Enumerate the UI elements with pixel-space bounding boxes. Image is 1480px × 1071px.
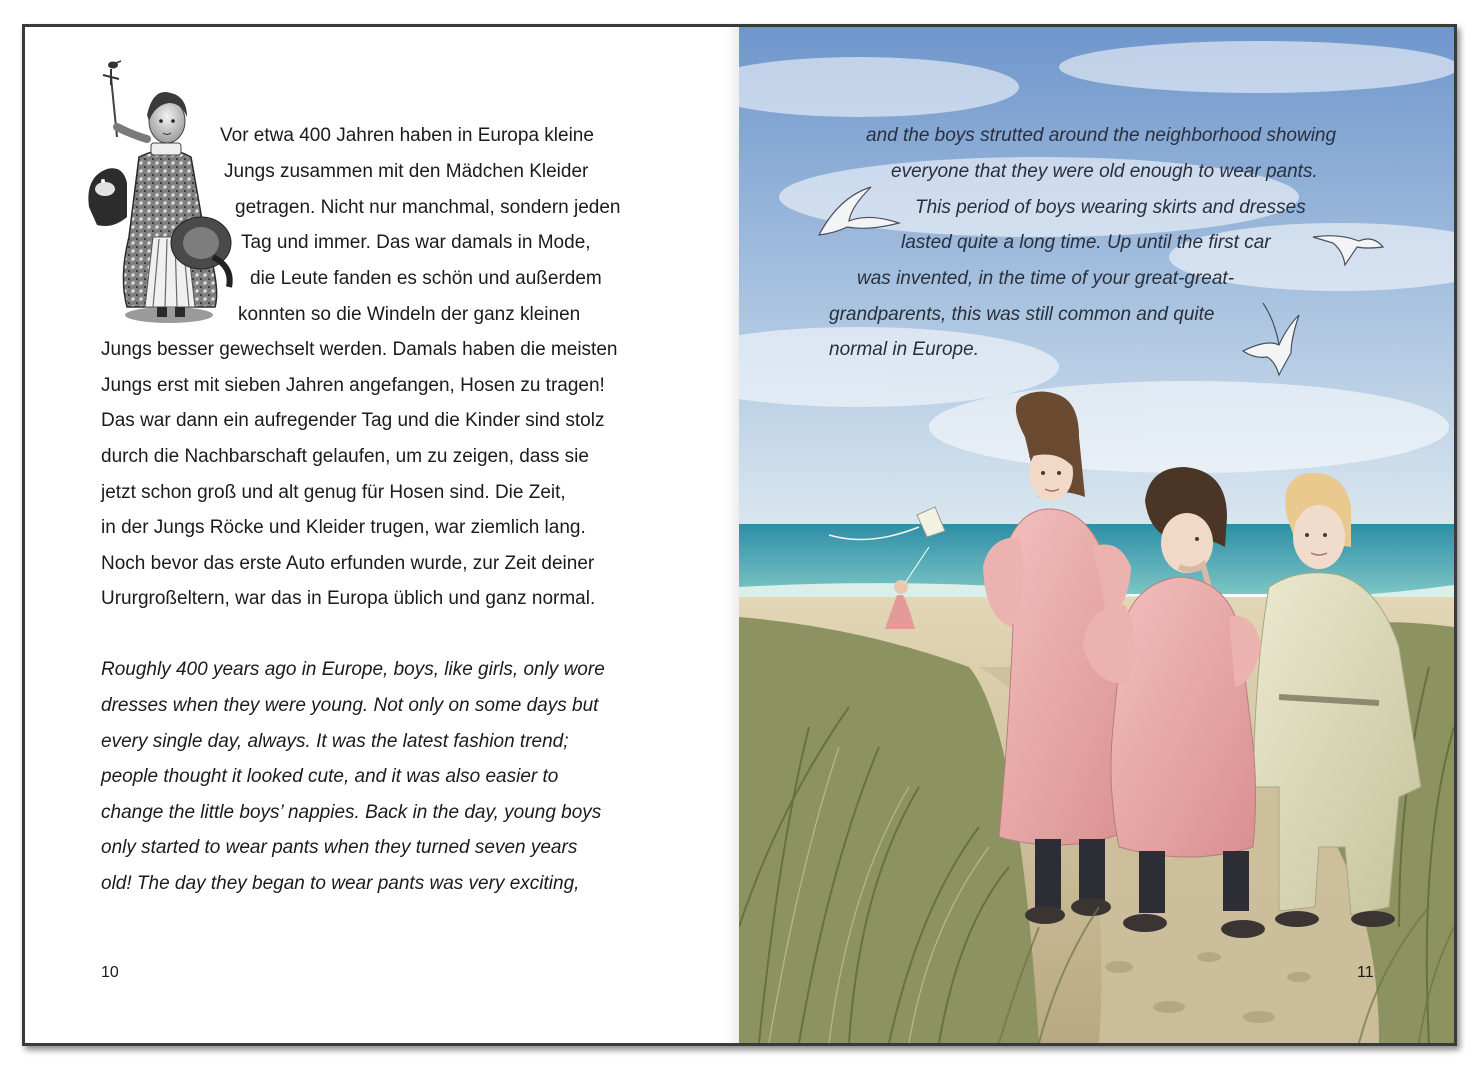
german-line: die Leute fanden es schön und außerdem <box>250 268 602 289</box>
english-line: Roughly 400 years ago in Europe, boys, like girls, only wore <box>101 659 605 680</box>
english-line: old! The day they began to wear pants was very exciting, <box>101 873 580 894</box>
german-line: Ururgroßeltern, war das in Europa üblich und ganz normal. <box>101 588 596 609</box>
german-line: getragen. Nicht nur manchmal, sondern jeden <box>235 197 621 218</box>
english-line: everyone that they were old enough to wear pants. <box>891 161 1318 182</box>
english-line: people thought it looked cute, and it was also easier to <box>101 766 559 787</box>
german-line: Jungs erst mit sieben Jahren angefangen, Hosen zu tragen! <box>101 375 605 396</box>
german-line: in der Jungs Röcke und Kleider trugen, war ziemlich lang. <box>101 517 586 538</box>
english-line: and the boys strutted around the neighborhood showing <box>866 125 1337 146</box>
left-page <box>25 27 739 1043</box>
right-page <box>739 27 1454 1043</box>
german-line: jetzt schon groß und alt genug für Hosen sind. Die Zeit, <box>101 482 566 503</box>
english-line: dresses when they were young. Not only on some days but <box>101 695 599 716</box>
child-portrait-illustration <box>83 57 251 329</box>
page-number-right: 11 <box>1357 964 1374 981</box>
german-line: Das war dann ein aufregender Tag und die Kinder sind stolz <box>101 410 605 431</box>
english-line: This period of boys wearing skirts and dresses <box>915 197 1306 218</box>
german-line: Noch bevor das erste Auto erfunden wurde, zur Zeit deiner <box>101 553 595 574</box>
english-line: change the little boys’ nappies. Back in the day, young boys <box>101 802 602 823</box>
german-line: Jungs besser gewechselt werden. Damals haben die meisten <box>101 339 618 360</box>
german-line: Jungs zusammen mit den Mädchen Kleider <box>224 161 589 182</box>
german-line: Tag und immer. Das war damals in Mode, <box>241 232 591 253</box>
english-line: was invented, in the time of your great-great- <box>857 268 1235 289</box>
book-spread <box>22 24 1457 1046</box>
english-line: every single day, always. It was the latest fashion trend; <box>101 731 569 752</box>
english-line: normal in Europe. <box>829 339 979 360</box>
german-line: Vor etwa 400 Jahren haben in Europa kleine <box>220 125 594 146</box>
english-line: lasted quite a long time. Up until the first car <box>901 232 1271 253</box>
gutter-shadow <box>725 27 739 1043</box>
english-line: only started to wear pants when they turned seven years <box>101 837 578 858</box>
page-number-left: 10 <box>101 964 119 981</box>
german-line: konnten so die Windeln der ganz kleinen <box>238 304 581 325</box>
german-line: durch die Nachbarschaft gelaufen, um zu zeigen, dass sie <box>101 446 589 467</box>
english-line: grandparents, this was still common and quite <box>829 304 1215 325</box>
